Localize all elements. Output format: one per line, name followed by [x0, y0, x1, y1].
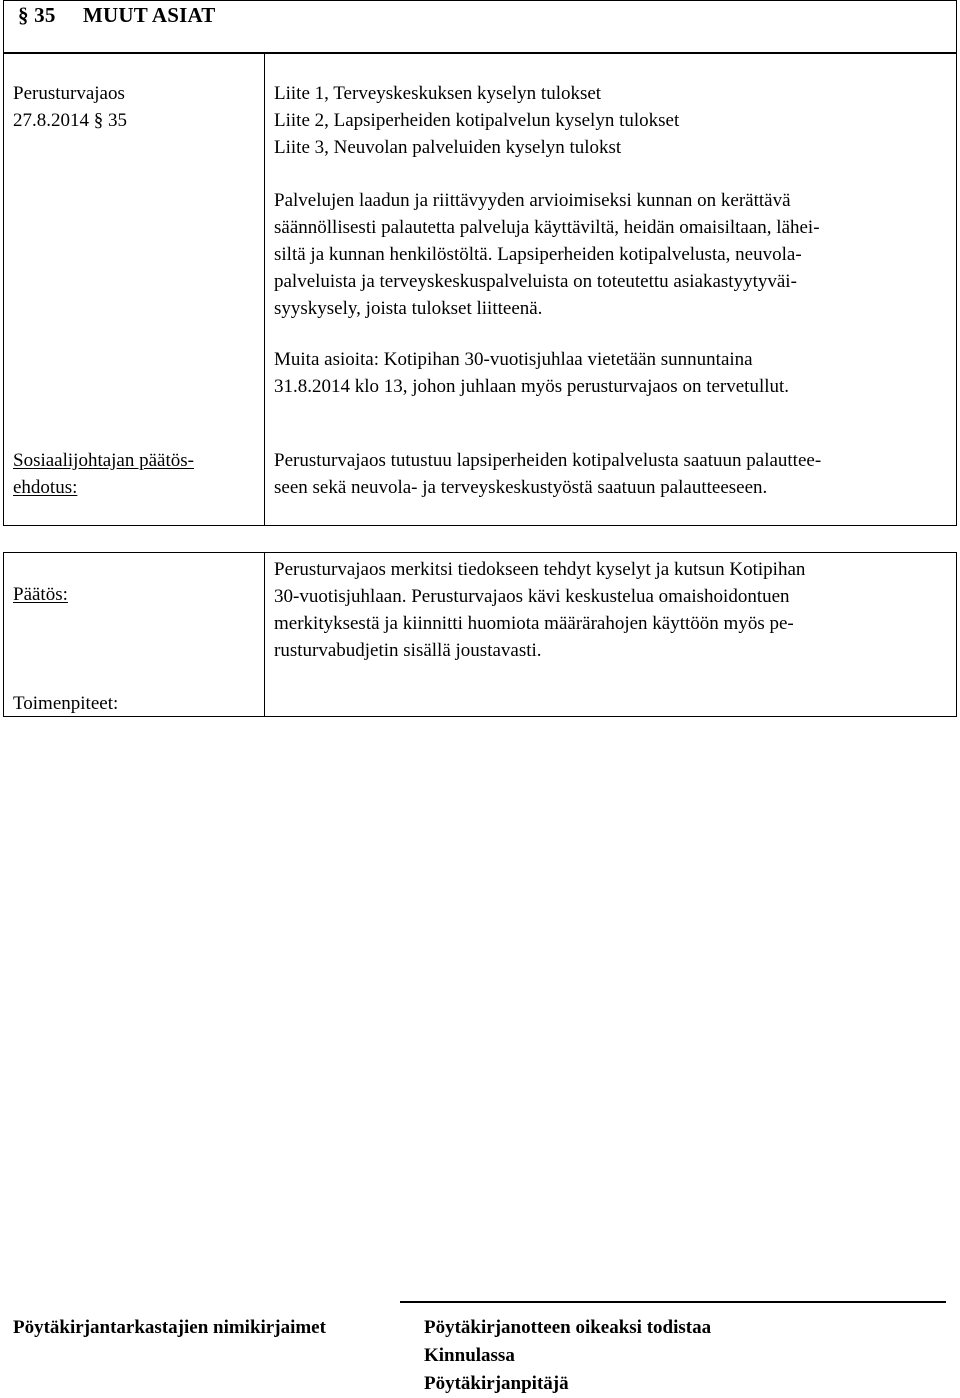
- body-paragraph-2: [274, 346, 946, 400]
- decision-divider: [264, 552, 265, 717]
- decision-text: [274, 556, 946, 664]
- section-number: 35: [34, 3, 56, 27]
- proposal-line: seen sekä neuvola- ja terveyskeskustyöstä saatuun palautteeseen.: [274, 477, 768, 498]
- body-line: syyskysely, joista tulokset liitteenä.: [274, 298, 543, 319]
- body-line: Muita asioita: Kotipihan 30-vuotisjuhlaa vietetään sunnuntaina: [274, 349, 753, 370]
- decision-line: Perusturvajaos merkitsi tiedokseen tehdyt kyselyt ja kutsun Kotipihan: [274, 559, 806, 580]
- body-line: Palvelujen laadun ja riittävyyden arvioimiseksi kunnan on kerättävä: [274, 190, 791, 211]
- main-divider: [264, 53, 265, 526]
- attachment-item: Liite 1, Terveyskeskuksen kyselyn tulokset: [274, 83, 602, 104]
- meta-committee: Perusturvajaos: [13, 83, 125, 104]
- section-title: MUUT ASIAT: [83, 3, 216, 27]
- proposal-label-line: Sosiaalijohtajan päätös-: [13, 450, 194, 471]
- section-heading: [18, 3, 216, 28]
- body-line: siltä ja kunnan henkilöstöltä. Lapsiperheiden kotipalvelusta, neuvola-: [274, 244, 802, 265]
- decision-label-block: [13, 581, 68, 608]
- body-line: 31.8.2014 klo 13, johon juhlaan myös perusturvajaos on tervetullut.: [274, 376, 790, 397]
- attachment-item: Liite 2, Lapsiperheiden kotipalvelun kyselyn tulokset: [274, 110, 680, 131]
- attachments-list: [274, 80, 946, 161]
- actions-label-block: [13, 690, 118, 717]
- meta-date-ref: 27.8.2014 § 35: [13, 110, 127, 131]
- footer-rule: [400, 1301, 946, 1303]
- proposal-line: Perusturvajaos tutustuu lapsiperheiden kotipalvelusta saatuun palauttee-: [274, 450, 822, 471]
- proposal-label: [13, 447, 194, 501]
- footer-certify-block: [424, 1314, 711, 1398]
- body-line: palveluista ja terveyskeskuspalveluista on toteutettu asiakastyytyväi-: [274, 271, 797, 292]
- footer-certify-line: Pöytäkirjanotteen oikeaksi todistaa: [424, 1317, 712, 1338]
- actions-label: Toimenpiteet:: [13, 693, 119, 714]
- decision-label: Päätös:: [13, 584, 68, 605]
- decision-line: merkityksestä ja kiinnitti huomiota määrärahojen käyttöön myös pe-: [274, 613, 794, 634]
- footer-certify-place: Kinnulassa: [424, 1345, 515, 1366]
- attachment-item: Liite 3, Neuvolan palveluiden kyselyn tulokst: [274, 137, 622, 158]
- proposal-text: [274, 447, 946, 501]
- body-line: säännöllisesti palautetta palveluja käyttäviltä, heidän omaisiltaan, lähei-: [274, 217, 820, 238]
- footer-signatures-label: Pöytäkirjantarkastajien nimikirjaimet: [13, 1317, 326, 1338]
- decision-line: 30-vuotisjuhlaan. Perusturvajaos kävi keskustelua omaishoidontuen: [274, 586, 790, 607]
- footer-certify-role: Pöytäkirjanpitäjä: [424, 1373, 569, 1394]
- body-paragraph-1: [274, 187, 946, 322]
- decision-line: rusturvabudjetin sisällä joustavasti.: [274, 640, 542, 661]
- meta-block: [13, 80, 127, 134]
- proposal-label-line: ehdotus:: [13, 477, 78, 498]
- section-symbol: §: [18, 3, 29, 27]
